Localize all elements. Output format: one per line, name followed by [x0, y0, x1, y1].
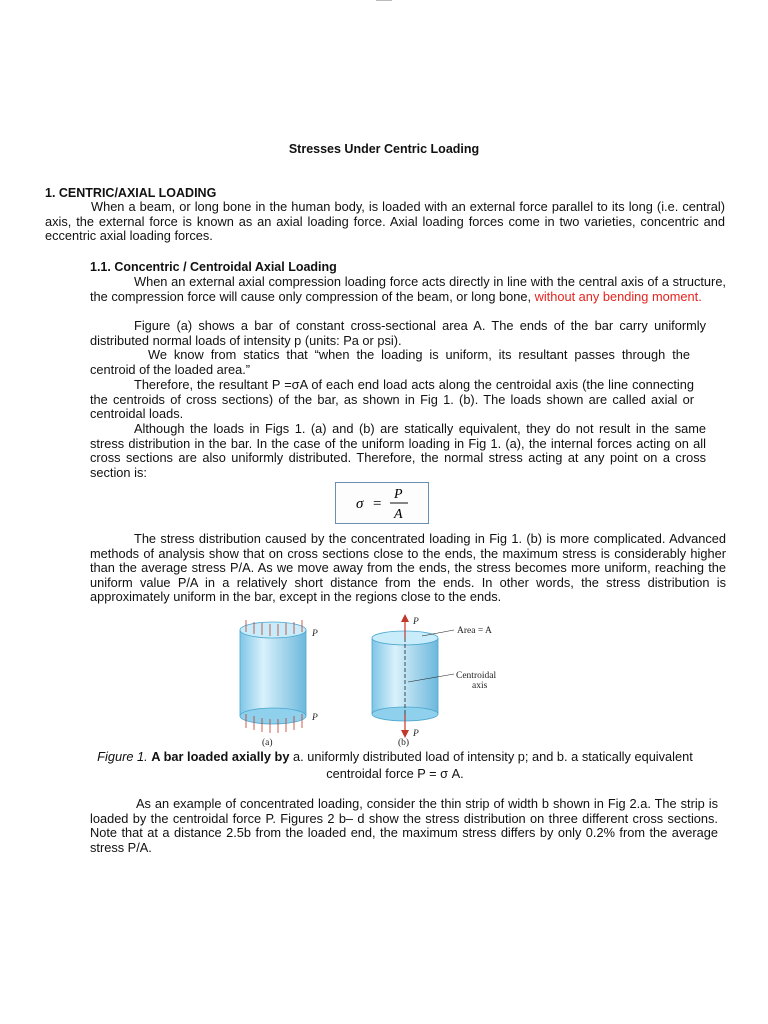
- page-top-mark: [376, 0, 392, 1]
- caption-bold: A bar loaded axially by: [151, 749, 290, 764]
- paragraph-concentric: [90, 275, 726, 304]
- label-p-bottom-a: P: [312, 713, 318, 723]
- formula-denominator: A: [394, 507, 403, 522]
- label-fig-b: (b): [398, 738, 410, 748]
- paragraph-statics: We know from statics that “when the loading is uniform, its resultant passes through the centroid of the loaded area.”: [90, 347, 690, 377]
- formula-equals: =: [373, 496, 382, 512]
- cylinder-a: [240, 622, 306, 724]
- paragraph-resultant: Therefore, the resultant P =σA of each end load acts along the centroidal axis (the line connecting the centroids of cross sections) of the bar, as shown in Fig 1. (b). The loads shown are called axial or centroidal loads.: [90, 377, 694, 422]
- paragraph-closing: As an example of concentrated loading, consider the thin strip of width b shown in Fig 2.a. The strip is loaded by the centroidal force P. Figures 2 b– d show the stress distribution on three different cross sections. Note that at a distance 2.5b from the loaded end, the maximum stress differs by only 0.2% from the average stress P/A.: [90, 796, 718, 855]
- caption-text: a. uniformly distributed load of intensity p; and b. a statically equivalent: [293, 749, 693, 764]
- label-centroidal: Centroidal: [456, 671, 497, 681]
- stress-formula: [335, 482, 429, 524]
- cylinder-b: [372, 631, 438, 721]
- subsection-heading-concentric: 1.1. Concentric / Centroidal Axial Loading: [90, 260, 337, 274]
- highlight-no-bending: without any bending moment.: [534, 288, 702, 304]
- label-p-bottom-b: P: [413, 729, 419, 739]
- label-p-top-b: P: [413, 617, 419, 627]
- paragraph-figure-a: Figure (a) shows a bar of constant cross-sectional area A. The ends of the bar carry uniformly distributed normal loads of intensity p (units: Pa or psi).: [90, 318, 706, 348]
- section-heading-centric-loading: 1. CENTRIC/AXIAL LOADING: [45, 186, 217, 200]
- caption-line2: centroidal force P = σ A.: [326, 766, 464, 781]
- paragraph-axial-loading: When a beam, or long bone in the human body, is loaded with an external force parallel to its long (i.e. central) axis, the external force is known as an axial loading force. Axial loading forces come in two varieties, concentric and eccentric axial loading forces.: [45, 199, 725, 244]
- formula-sigma: σ: [356, 496, 364, 512]
- formula-numerator: P: [394, 487, 403, 502]
- label-fig-a: (a): [262, 738, 273, 748]
- figure-1: [232, 612, 532, 750]
- label-area: Area = A: [457, 626, 492, 636]
- paragraph-concentric-text: When an external axial compression loading force acts directly in line with the central axis of a structure, the compression force will cause only compression of the beam, or long bone,: [90, 274, 726, 304]
- document-title: Stresses Under Centric Loading: [288, 142, 480, 156]
- figure-caption: [45, 748, 745, 782]
- label-axis: axis: [472, 681, 488, 691]
- paragraph-stress-uniform: Although the loads in Figs 1. (a) and (b) are statically equivalent, they do not result in the same stress distribution in the bar. In the case of the uniform loading in Fig 1. (a), the internal forces acting on all cross sections are also uniformly distributed. Therefore, the normal stress acting at any point on a cross section is:: [90, 421, 706, 480]
- paragraph-concentrated-loading: The stress distribution caused by the concentrated loading in Fig 1. (b) is more complicated. Advanced methods of analysis show that on cross sections close to the ends, the maximum stress is considerably higher than the average stress P/A. As we move away from the ends, the stress becomes more uniform, reaching the uniform value P/A in a relatively short distance from the ends. In other words, the stress distribution is approximately uniform in the bar, except in the regions close to the ends.: [90, 531, 726, 605]
- caption-label: Figure 1.: [97, 749, 148, 764]
- label-p-top-a: P: [312, 629, 318, 639]
